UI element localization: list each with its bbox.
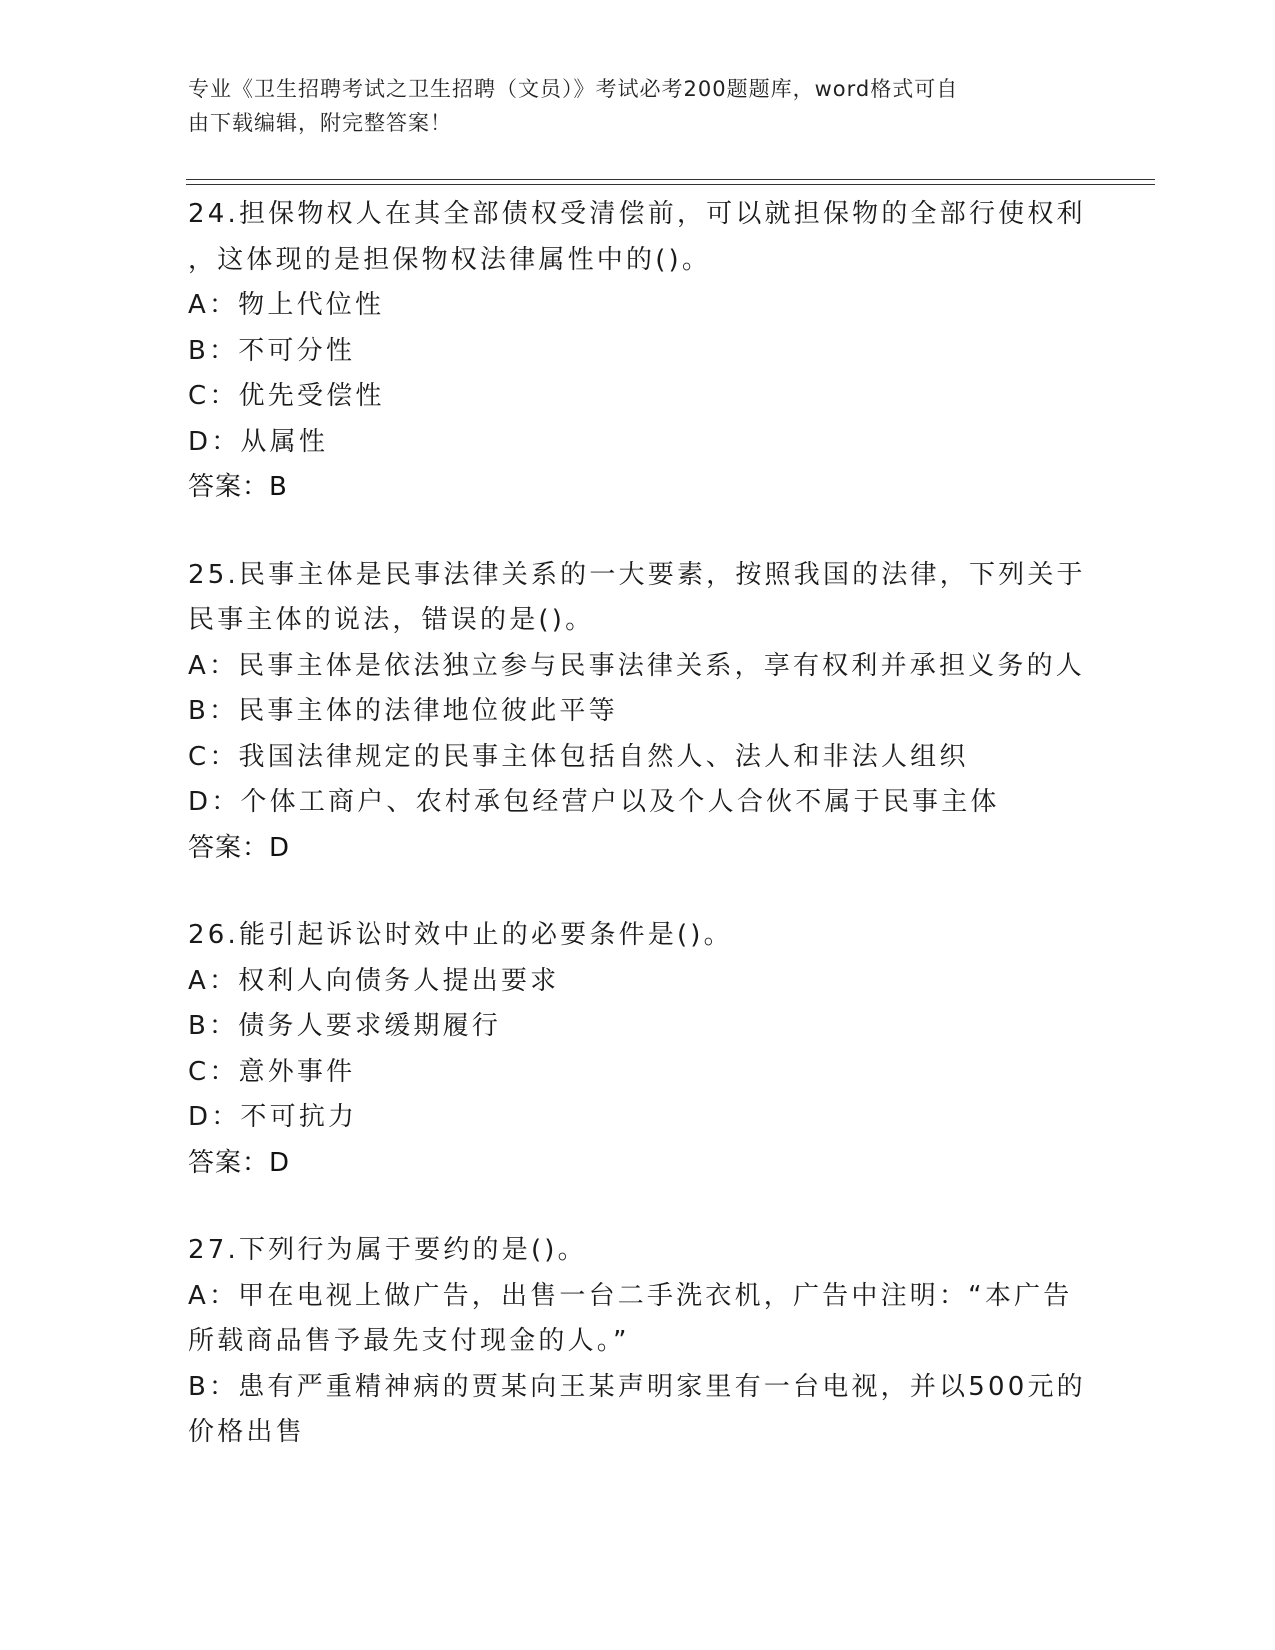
option-line: B：债务人要求缓期履行 <box>188 1011 502 1041</box>
question-list <box>188 192 1088 1498</box>
question-block <box>188 553 1088 872</box>
option-line: D：从属性 <box>188 426 329 457</box>
option-line: C：意外事件 <box>188 1056 356 1087</box>
option-line: A：民事主体是依法独立参与民事法律关系，享有权利并承担义务的人 <box>188 650 1085 681</box>
question-stem: 27.下列行为属于要约的是()。 <box>188 1235 587 1265</box>
option-line: 所载商品售予最先支付现金的人。” <box>188 1326 630 1356</box>
header-rule-top <box>186 179 1155 180</box>
question-block <box>188 1228 1088 1456</box>
header-rule-bottom <box>186 184 1155 185</box>
option-line: A：甲在电视上做广告，出售一台二手洗衣机，广告中注明：“本广告 <box>188 1280 1073 1311</box>
question-block <box>188 913 1088 1186</box>
option-line: D：不可抗力 <box>188 1102 358 1132</box>
answer-line: 答案：D <box>188 1147 291 1178</box>
question-stem: 26.能引起诉讼时效中止的必要条件是()。 <box>188 920 733 950</box>
option-line: D：个体工商户、农村承包经营户以及个人合伙不属于民事主体 <box>188 787 1000 817</box>
question-stem: 25.民事主体是民事法律关系的一大要素，按照我国的法律，下列关于 <box>188 559 1086 590</box>
option-line: B：患有严重精神病的贾某向王某声明家里有一台电视，并以500元的 <box>188 1371 1086 1402</box>
option-line: B：民事主体的法律地位彼此平等 <box>188 696 618 726</box>
answer-line: 答案：D <box>188 832 291 863</box>
header-line-1: 专业《卫生招聘考试之卫生招聘（文员）》考试必考200题题库，word格式可自 <box>188 77 959 101</box>
option-line: B：不可分性 <box>188 335 356 366</box>
option-line: A：权利人向债务人提出要求 <box>188 965 560 996</box>
question-stem: 民事主体的说法，错误的是()。 <box>188 605 595 635</box>
answer-line: 答案：B <box>188 472 288 502</box>
question-stem: 24.担保物权人在其全部债权受清偿前，可以就担保物的全部行使权利 <box>188 199 1086 229</box>
option-line: 价格出售 <box>188 1417 305 1447</box>
option-line: C：优先受偿性 <box>188 381 385 411</box>
question-block <box>188 192 1088 511</box>
document-header <box>188 72 1088 140</box>
question-stem: ，这体现的是担保物权法律属性中的()。 <box>188 244 712 275</box>
option-line: C：我国法律规定的民事主体包括自然人、法人和非法人组织 <box>188 741 969 772</box>
option-line: A：物上代位性 <box>188 290 385 320</box>
header-line-2: 由下载编辑，附完整答案！ <box>188 111 452 135</box>
